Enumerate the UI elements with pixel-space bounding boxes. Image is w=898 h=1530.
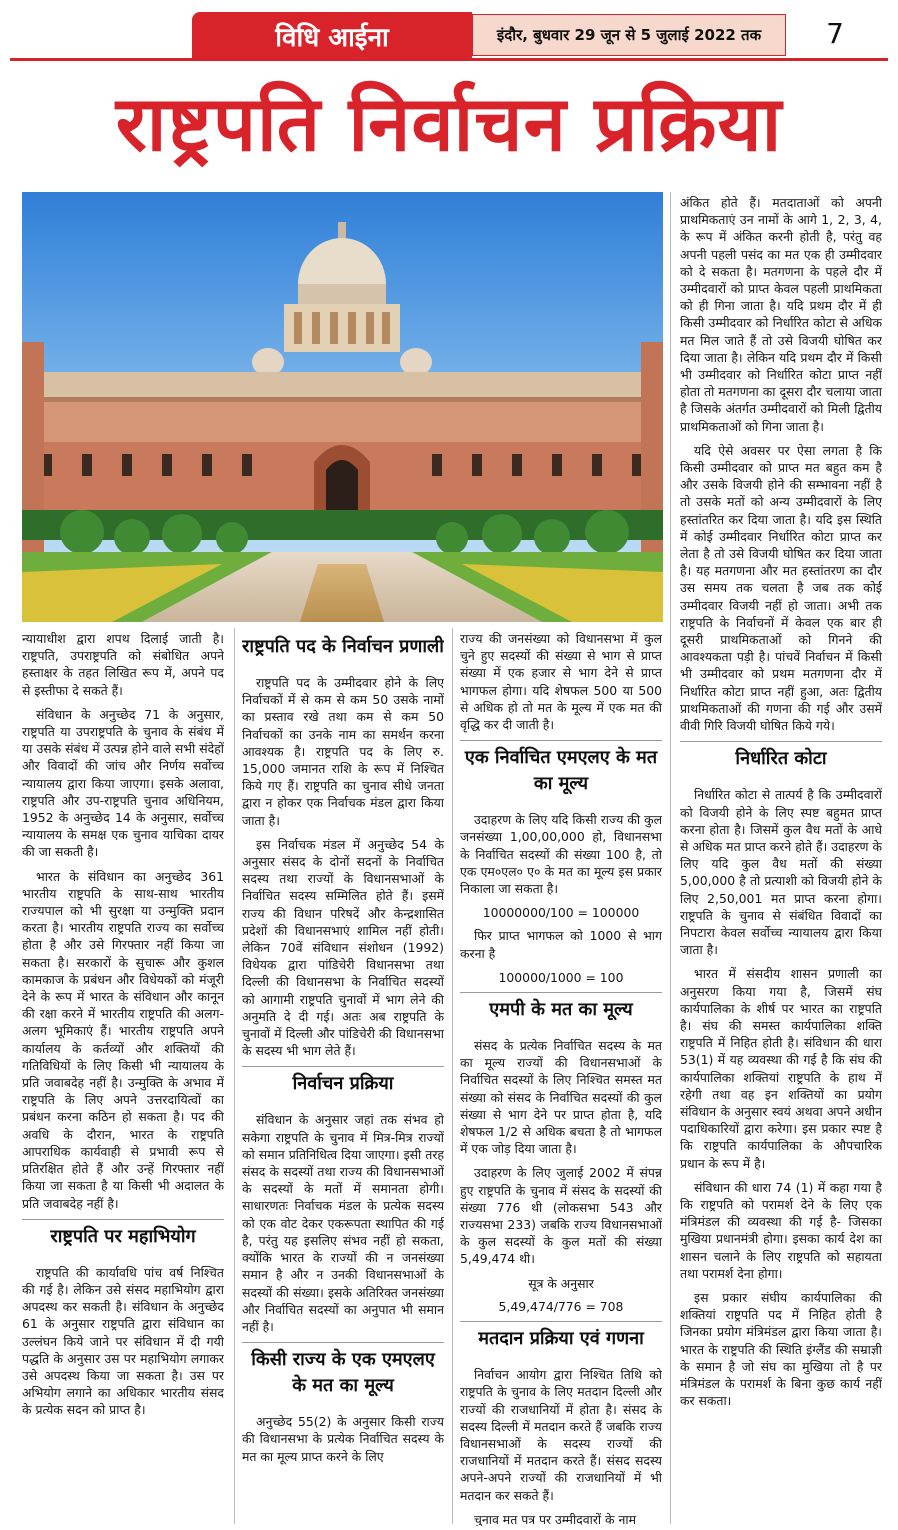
paragraph: निर्धारित कोटा से तात्पर्य है कि उम्मीदवारों को विजयी होने के लिए स्पष्ट बहुमत प्राप्त करना होता है। जिसमें कुल वैध मतों के आधे से अधिक मत प्राप्त करने होते हैं। उदाहरण के लिए यदि कुल वैध मतों की संख्या 5,00,000 है तो प्रत्याशी को विजयी होने के लिए 2,50,001 मत प्राप्त करना होगा। राष्ट्रपति के चुनाव से संबंधित विवादों का निपटारा केवल सर्वोच्च न्यायालय द्वारा किया जाता है। <box>680 787 882 958</box>
paragraph: यदि ऐसे अवसर पर ऐसा लगता है कि किसी उम्मीदवार को प्राप्त मत बहुत कम है और उसके विजयी होने की सम्भावना नहीं है तो उसके मतों को अन्य उम्मीदवारों के लिए हस्तांतरित कर दिया जाता है। यदि इस स्थिति में कोई उम्मीदवार निर्धारित कोटा प्राप्त कर लेता है तो उसे विजयी घोषित कर दिया जाता है। यह मतगणना और मत हस्तांतरण का दौर उस समय तक चलता है जब तक कोई उम्मीदवार विजयी नहीं हो जाता। अभी तक राष्ट्रपति के निर्वाचनों में केवल एक बार ही दूसरी प्राथमिकताओं को गिनने की आवश्यकता पड़ी है। पांचवें निर्वाचन में किसी भी उम्मीदवार को प्रथम मतगणना दौर में निर्धारित कोटा प्राप्त नहीं हुआ, अतः द्वितीय प्राथमिकताओं की गणना की गई और उसमें वीवी गिरि विजयी घोषित किये गये। <box>680 442 882 734</box>
subheading-elected-mla-vote-value: एक निर्वाचित एमएलए के मत का मूल्य <box>460 740 662 803</box>
main-headline: राष्ट्रपति निर्वाचन प्रक्रिया <box>115 79 783 168</box>
article-column-2 <box>242 630 444 1526</box>
paragraph: संसद के प्रत्येक निर्वाचित सदस्य के मत का मूल्य राज्यों की विधानसभाओं के निर्वाचित सदस्यों के लिए निश्चित समस्त मत संख्या को संसद के निर्वाचित सदस्यों की कुल संख्या से भाग देने पर प्राप्त होता है, यदि शेषफल 1/2 से अधिक बचता है तो भागफल में एक जोड़ दिया जाता है। <box>460 1038 662 1157</box>
subheading-mla-vote-value: किसी राज्य के एक एमएलए के मत का मूल्य <box>242 1342 444 1405</box>
page-number: 7 <box>826 16 844 50</box>
subheading-mp-vote-value: एमपी के मत का मूल्य <box>460 992 662 1029</box>
paragraph: न्यायाधीश द्वारा शपथ दिलाई जाती है। राष्ट्रपति, उपराष्ट्रपति को संबोधित अपने हस्ताक्षर के तहत लिखित रूप में, अपने पद से इस्तीफा दे सकते हैं। <box>22 631 224 698</box>
masthead-rule <box>10 58 888 61</box>
paragraph: अनुच्छेद 55(2) के अनुसार किसी राज्य की विधानसभा के प्रत्येक निर्वाचित सदस्य के मत का मूल्य प्राप्त करने के लिए <box>242 1414 444 1464</box>
paragraph: निर्वाचन आयोग द्वारा निश्चित तिथि को राष्ट्रपति के चुनाव के लिए मतदान दिल्ली और राज्यों की राजधानियों में होता है। संसद के सदस्य दिल्ली में मतदान करते हैं जबकि राज्य विधानसभाओं के सदस्य राज्यों की राजधानियों में मतदान करते हैं। संसद सदस्य अपने-अपने राज्यों की राजधानियों में भी मतदान कर सकते हैं। <box>460 1367 662 1503</box>
subheading-election-process: निर्वाचन प्रक्रिया <box>242 1066 444 1103</box>
paragraph: इस प्रकार संघीय कार्यपालिका की शक्तियां राष्ट्रपति पद में निहित होती है जिनका प्रयोग मंत्रिमंडल द्वारा किया जाता है। भारत के राष्ट्रपति की स्थिति इंग्लैंड की सम्राज्ञी के समान है जो संघ का मुखिया तो है पर मंत्रिमंडल के परामर्श के बिना कुछ कार्य नहीं कर सकता। <box>680 1289 882 1409</box>
section-title: विधि आईना <box>192 12 472 60</box>
subheading-impeachment: राष्ट्रपति पर महाभियोग <box>22 1219 224 1256</box>
paragraph: इस निर्वाचक मंडल में अनुच्छेद 54 के अनुसार संसद के दोनों सदनों के निर्वाचित सदस्य तथा राज्यों के विधानसभाओं के निर्वाचित सदस्य सम्मिलित होते हैं। इसमें राज्य की विधान परिषदें और केन्द्रशासित प्रदेशों की विधानसभाएं शामिल नहीं होती। लेकिन 70वें संविधान संशोधन (1992) विधेयक द्वारा पांडिचेरी विधानसभा तथा दिल्ली की विधानसभा के निर्वाचित सदस्यों को आगामी राष्ट्रपति चुनावों में भाग लेने की अनुमति दे दी गई। अतः अब राष्ट्रपति के चुनावों में दिल्ली और पांडिचेरी की विधानसभा के सदस्य भी भाग लेते हैं। <box>242 836 444 1059</box>
column-divider <box>452 628 453 1524</box>
paragraph: फिर प्राप्त भागफल को 1000 से भाग करना है <box>460 928 662 961</box>
paragraph: अंकित होते हैं। मतदाताओं को अपनी प्राथमिकताएं उन नामों के आगे 1, 2, 3, 4, के रूप में अंकित करनी होती है, परंतु वह अपनी पहली पसंद का मत एक ही उम्मीदवार को दे सकता है। मतगणना के पहले दौर में उम्मीदवारों को प्राप्त केवल पहली प्राथमिकता को ही गिना जाता है। यदि प्रथम दौर में ही किसी उम्मीदवार को निर्धारित कोटा से अधिक मत मिल जाते हैं तो उसे विजयी घोषित कर दिया जाता है। लेकिन यदि प्रथम दौर में किसी भी उम्मीदवार को निर्धारित कोटा प्राप्त नहीं होता तो मतगणना का दूसरा दौर चलाया जाता है जिसके अंतर्गत उम्मीदवारों को मिली द्वितीय प्राथमिकताओं को गिना जाता है। <box>680 195 882 434</box>
formula: 5,49,474/776 = 708 <box>498 1298 624 1314</box>
paragraph: संविधान की धारा 74 (1) में कहा गया है कि राष्ट्रपति को परामर्श देने के लिए एक मंत्रिमंडल की व्यवस्था की गई है- जिसका मुखिया प्रधानमंत्री होगा। इसका कार्य देश का शासन चलाने के लिए राष्ट्रपति को सहायता तथा परामर्श देना होगा। <box>680 1179 882 1281</box>
rashtrapati-bhavan-photo <box>22 192 663 622</box>
paragraph: संविधान के अनुसार जहां तक संभव हो सकेगा राष्ट्रपति के चुनाव में मित्र-मित्र राज्यों को समान प्रतिनिधित्व दिया जाएगा। इसी तरह संसद के सदस्यों तथा राज्य की विधानसभाओं के सदस्यों के मतों में समानता होगी। साधारणतः निर्वाचक मंडल के प्रत्येक सदस्य को एक वोट देकर एकरूपता स्थापित की गई है, परंतु यह इसलिए संभव नहीं हो सकता, क्योंकि भारत के राज्यों की न जनसंख्या समान है और न उनकी विधानसभाओं के सदस्यों की संख्या। इसके अतिरिक्त जनसंख्या और निर्वाचित सदस्यों का अनुपात भी समान नहीं है। <box>242 1112 444 1334</box>
formula-label: सूत्र के अनुसार <box>528 1275 594 1291</box>
paragraph: राष्ट्रपति पद के उम्मीदवार होने के लिए निर्वाचकों में से कम से कम 50 उसके नामों का प्रस्ताव रखे तथा कम से कम 50 निर्वाचकों का उनके नाम का समर्थन करना आवश्यक है। राष्ट्रपति पद के लिए रु. 15,000 जमानत राशि के रूप में निश्चित किये गए हैं। राष्ट्रपति का चुनाव सीधे जनता द्वारा न होकर एक निर्वाचक मंडल द्वारा किया जाता है। <box>242 675 444 828</box>
column-divider <box>670 192 671 1524</box>
subheading-election-system: राष्ट्रपति पद के निर्वाचन प्रणाली <box>242 636 444 657</box>
paragraph: उदाहरण के लिए जुलाई 2002 में संपन्न हुए राष्ट्रपति के चुनाव में संसद के सदस्यों की संख्या 776 थी (लोकसभा 543 और राज्यसभा 233) जबकि राज्य विधानसभाओं के कुल सदस्यों के कुल मतों की संख्या 5,49,474 थी। <box>460 1165 662 1267</box>
paragraph: उदाहरण के लिए यदि किसी राज्य की कुल जनसंख्या 1,00,00,000 हो, विधानसभा के निर्वाचित सदस्यों की संख्या 100 है, तो एक एम०एल० ए० के मत का मूल्य इस प्रकार निकाला जा सकता है। <box>460 812 662 897</box>
paragraph: संविधान के अनुच्छेद 71 के अनुसार, राष्ट्रपति या उपराष्ट्रपति के चुनाव के संबंध में या उसके संबंध में उत्पन्न होने वाले सभी संदेहों और विवादों की जांच और निर्णय सर्वोच्च न्यायालय द्वारा किया जाएगा। इसके अलावा, राष्ट्रपति और उप-राष्ट्रपति चुनाव अधिनियम, 1952 के अनुच्छेद 14 के अनुसार, सर्वोच्च न्यायालय के समक्ष एक चुनाव याचिका दायर की जा सकती है। <box>22 706 224 860</box>
paragraph: राज्य की जनसंख्या को विधानसभा में कुल चुने हुए सदस्यों की संख्या से भाग से प्राप्त संख्या में एक हजार से भाग देने से प्राप्त भागफल होगा। यदि शेषफल 500 या 500 से अधिक हो तो मत के मूल्य में एक मत की वृद्धि कर दी जाती है। <box>460 631 662 733</box>
column-divider <box>234 628 235 1524</box>
subheading-fixed-quota: निर्धारित कोटा <box>680 741 882 778</box>
paragraph: भारत में संसदीय शासन प्रणाली का अनुसरण किया गया है, जिसमें संघ कार्यपालिका के शीर्ष पर भारत का राष्ट्रपति है। संघ की समस्त कार्यपालिका शक्ति राष्ट्रपति में निहित होती है। संविधान की धारा 53(1) में यह व्यवस्था की गई है कि संघ की कार्यपालिका शक्तियां राष्ट्रपति के हाथ में रहेगी तथा वह इन शक्तियों का प्रयोग संविधान के अनुसार स्वयं अथवा अपने अधीन पदाधिकारियों द्वारा करेगा। इस प्रकार स्पष्ट है कि राष्ट्रपति कार्यपालिका के औपचारिक प्रधान के रूप में है। <box>680 966 882 1171</box>
paragraph: भारत के संविधान का अनुच्छेद 361 भारतीय राष्ट्रपति के साथ-साथ भारतीय राज्यपाल को भी सुरक्षा या उन्मुक्ति प्रदान करता है। भारतीय राष्ट्रपति राज्य का सर्वोच्च होता है और उसे गिरफ्तार नहीं किया जा सकता है। सरकारों के सुचारू और कुशल कामकाज के प्रबंधन और विधेयकों को मंजूरी देने के रूप में भारत के संविधान और कानून की रक्षा करने में भारतीय राष्ट्रपति की अलग-अलग भूमिकाएं हैं। भारतीय राष्ट्रपति अपने कार्यालय के कर्तव्यों और शक्तियों की गतिविधियों के लिए किसी भी न्यायालय के प्रति जवाबदेह नहीं है। उन्मुक्ति के अभाव में राष्ट्रपति के लिए अपने उत्तरदायित्वों का प्रबंधन करना कठिन हो सकता है। पद की अवधि के दौरान, भारत के राष्ट्रपति आपराधिक कार्यवाही से प्रभावी रूप से प्रतिरक्षित होते हैं और उन्हें गिरफ्तार नहीं किया जा सकता है या किसी भी अदालत के प्रति जवाबदेह नहीं है। <box>22 868 224 1211</box>
paragraph: राष्ट्रपति की कार्यावधि पांच वर्ष निश्चित की गई है। लेकिन उसे संसद महाभियोग द्वारा अपदस्थ कर सकती है। संविधान के अनुच्छेद 61 के अनुसार राष्ट्रपति द्वारा संविधान का उल्लंघन किये जाने पर संविधान में दी गयी पद्धति के अनुसार उस पर महाभियोग लगाकर उसे अपदस्थ किया जा सकता है। उस पर अभियोग लगाने का अधिकार भारतीय संसद के प्रत्येक सदन को प्राप्त है। <box>22 1264 224 1418</box>
subheading-voting-counting: मतदान प्रक्रिया एवं गणना <box>460 1321 662 1358</box>
paragraph: चुनाव मत पत्र पर उम्मीदवारों के नाम <box>474 1511 637 1526</box>
article-column-4 <box>680 194 882 1526</box>
dateline: इंदौर, बुधवार 29 जून से 5 जुलाई 2022 तक <box>472 14 786 56</box>
formula: 10000000/100 = 100000 <box>482 905 640 921</box>
article-column-3 <box>460 630 662 1526</box>
formula: 100000/1000 = 100 <box>498 969 624 985</box>
article-column-1 <box>22 630 224 1526</box>
